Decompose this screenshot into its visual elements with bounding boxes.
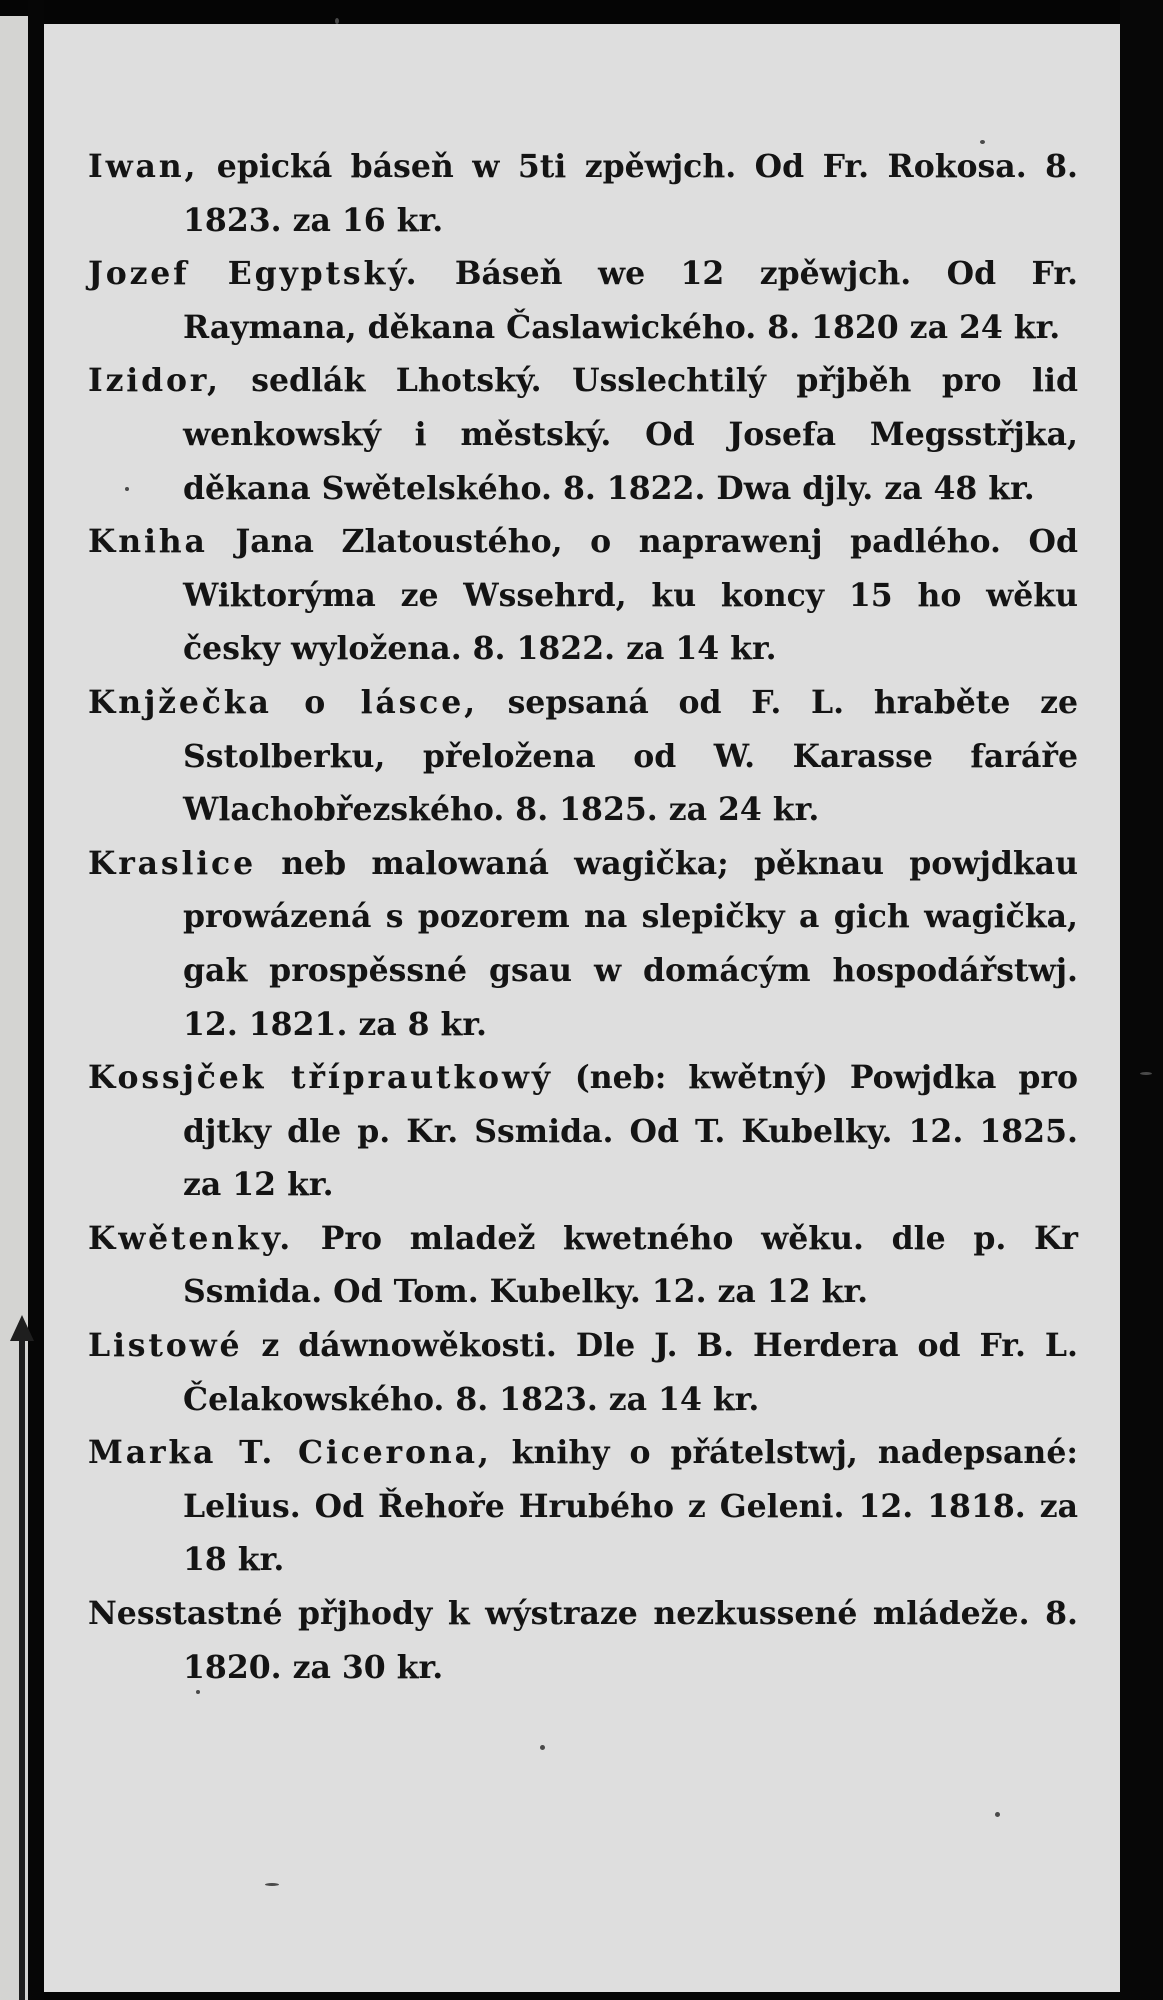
entry-details: Pro mladež kwetného wěku. dle p. Kr Ssmida. Od Tom. Kubelky. 12. za 12 kr. bbox=[183, 1219, 1078, 1311]
catalog-entry-izidor bbox=[88, 354, 1078, 515]
entry-details: Báseň we 12 zpěwjch. Od Fr. Raymana, děkana Časlawického. 8. 1820 za 24 kr. bbox=[183, 255, 1079, 346]
catalog-entry-marka-cicerona bbox=[88, 1426, 1078, 1587]
entry-details: Nesstastné přjhody k wýstraze nezkussené mládeže. 8. 1820. za 30 kr. bbox=[88, 1595, 1078, 1686]
entry-title: Kwětenky. bbox=[88, 1219, 294, 1257]
scan-border bbox=[1120, 0, 1163, 2000]
entry-details: epická báseň w 5ti zpěwjch. Od Fr. Rokosa. 8. 1823. za 16 kr. bbox=[183, 148, 1079, 239]
print-speck bbox=[335, 18, 339, 24]
page-fold-line bbox=[19, 1330, 25, 2000]
entry-title: Kraslice bbox=[88, 844, 256, 882]
print-speck bbox=[995, 1812, 1000, 1817]
entry-details: z dáwnowěkosti. Dle J. B. Herdera od Fr. L. Čelakowského. 8. 1823. za 14 kr. bbox=[183, 1327, 1078, 1418]
catalog-entry-nesstastne-prjhody bbox=[88, 1587, 1078, 1694]
entry-details: Jana Zlatoustého, o naprawenj padlého. Od Wiktorýma ze Wssehrd, ku koncy 15 ho wěku česky wyložena. 8. 1822. za 14 kr. bbox=[183, 523, 1078, 668]
entry-title: Marka T. Cicerona, bbox=[88, 1434, 492, 1472]
entry-title: Knjžečka o lásce, bbox=[88, 683, 478, 721]
catalog-entry-kraslice bbox=[88, 837, 1078, 1051]
fold-arrow-icon bbox=[10, 1315, 34, 1341]
entry-title: Kossjček tříprautkowý bbox=[88, 1059, 553, 1097]
book-gutter bbox=[28, 0, 44, 2000]
entry-details: (neb: kwětný) Powjdka pro djtky dle p. Kr. Ssmida. Od T. Kubelky. 12. 1825. za 12 kr. bbox=[183, 1059, 1078, 1204]
catalog-entry-kniha bbox=[88, 515, 1078, 676]
entry-title: Jozef Egyptský. bbox=[88, 255, 420, 293]
entry-details: sedlák Lhotský. Usslechtilý přjběh pro lid wenkowský i městský. Od Josefa Megsstřjka, děkana Swětelského. 8. 1822. Dwa djly. za 48 kr. bbox=[183, 362, 1079, 507]
catalog-entry-listowe bbox=[88, 1319, 1078, 1426]
entry-title: Listowé bbox=[88, 1327, 243, 1365]
print-speck bbox=[540, 1745, 545, 1750]
entry-details: sepsaná od F. L. hraběte ze Sstolberku, přeložena od W. Karasse faráře Wlachobřezského. 8. 1825. za 24 kr. bbox=[183, 683, 1078, 829]
catalog-entry-kossjcek bbox=[88, 1051, 1078, 1212]
print-speck bbox=[1140, 1072, 1152, 1075]
entry-title: Kniha bbox=[88, 523, 208, 561]
entry-title: Iwan, bbox=[88, 148, 199, 185]
entry-details: neb malowaná wagička; pěknau powjdkau prowázená s pozorem na slepičky a gich wagička, gak prospěssné gsau w domácým hospodářstwj. 12. 1821. za 8 kr. bbox=[183, 844, 1078, 1043]
catalog-entry-knjzecka bbox=[88, 676, 1078, 837]
entry-details: knihy o přátelstwj, nadepsané: Lelius. Od Řehoře Hrubého z Geleni. 12. 1818. za 18 kr. bbox=[183, 1434, 1078, 1579]
catalog-entry-iwan bbox=[88, 140, 1078, 247]
entry-title: Izidor, bbox=[88, 362, 221, 400]
catalog-entry-jozef-egyptsky bbox=[88, 247, 1078, 354]
catalog-listing bbox=[88, 140, 1078, 1694]
catalog-entry-kwetenky bbox=[88, 1212, 1078, 1319]
print-speck bbox=[265, 1883, 279, 1886]
